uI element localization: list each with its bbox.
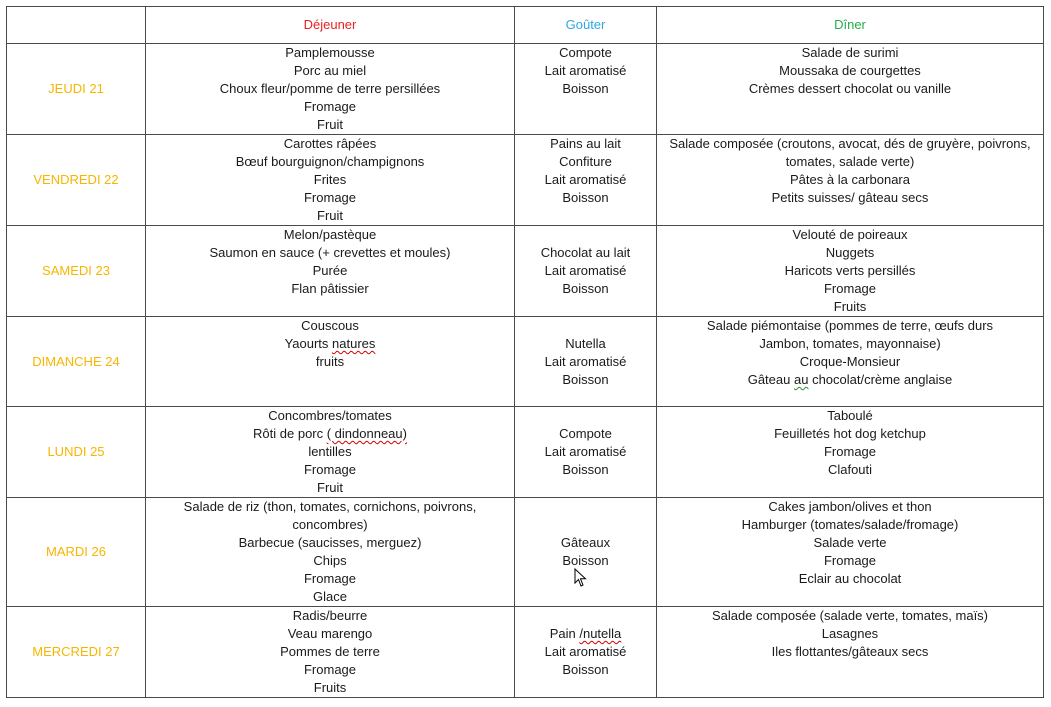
gouter-cell [515, 317, 657, 407]
menu-item: Boisson [562, 553, 609, 568]
diner-cell [657, 44, 1044, 135]
menu-item: Feuilletés hot dog ketchup [774, 426, 926, 441]
day-label: DIMANCHE 24 [7, 317, 146, 407]
menu-item: Clafouti [827, 462, 873, 477]
menu-item: Fromage [823, 444, 877, 459]
table-row [7, 607, 1044, 698]
menu-item: Lait aromatisé [544, 172, 627, 187]
menu-item: Concombres/tomates [268, 408, 392, 423]
menu-item: Petits suisses/ gâteau secs [771, 190, 929, 205]
header-dejeuner: Déjeuner [146, 7, 515, 44]
weekly-menu-table [6, 6, 1044, 698]
menu-item: Salade composée (croutons, avocat, dés de gruyère, poivrons, [669, 136, 1031, 151]
menu-item: Chocolat au lait [540, 245, 631, 260]
menu-item: lentilles [308, 444, 352, 459]
menu-item: Boisson [562, 662, 609, 677]
menu-item: Lait aromatisé [544, 63, 627, 78]
menu-item: Yaourts natures [284, 336, 376, 351]
menu-item: Fromage [823, 281, 877, 296]
menu-item: Compote [559, 45, 612, 60]
dejeuner-cell [146, 607, 515, 698]
day-label: SAMEDI 23 [7, 226, 146, 317]
dejeuner-cell [146, 317, 515, 407]
menu-item: Taboulé [827, 408, 873, 423]
dejeuner-cell [146, 226, 515, 317]
menu-item: Crèmes dessert chocolat ou vanille [748, 81, 952, 96]
menu-item: Lait aromatisé [544, 644, 627, 659]
menu-item: Glace [313, 589, 347, 604]
menu-item: Pains au lait [550, 136, 621, 151]
menu-item: Fruit [317, 117, 343, 132]
gouter-cell [515, 498, 657, 607]
header-gouter: Goûter [515, 7, 657, 44]
header-empty-cell [7, 7, 146, 44]
menu-item: Fromage [303, 99, 357, 114]
menu-item: Fromage [303, 662, 357, 677]
menu-item: Velouté de poireaux [792, 227, 908, 242]
menu-item: tomates, salade verte) [785, 154, 915, 169]
menu-item: Cakes jambon/olives et thon [768, 499, 932, 514]
menu-item: Boisson [562, 281, 609, 296]
menu-item: Boisson [562, 462, 609, 477]
menu-item: Fromage [303, 462, 357, 477]
menu-item: Fruit [317, 208, 343, 223]
day-label: LUNDI 25 [7, 407, 146, 498]
day-label: VENDREDI 22 [7, 135, 146, 226]
day-label: MARDI 26 [7, 498, 146, 607]
menu-item: Barbecue (saucisses, merguez) [238, 535, 422, 550]
menu-item: Salade verte [813, 535, 887, 550]
menu-item: Fruits [313, 680, 347, 695]
menu-item: Boisson [562, 371, 609, 387]
day-label: JEUDI 21 [7, 44, 146, 135]
menu-item: Flan pâtissier [291, 281, 369, 296]
menu-item: Boisson [562, 81, 609, 96]
menu-item: Salade de riz (thon, tomates, cornichons, poivrons, [183, 499, 477, 514]
mouse-cursor-icon [574, 568, 588, 588]
menu-item: Fruits [833, 299, 867, 314]
menu-item: Croque-Monsieur [799, 354, 901, 369]
table-row [7, 44, 1044, 135]
table-row [7, 226, 1044, 317]
menu-item: Lait aromatisé [544, 353, 627, 369]
menu-item: Lasagnes [821, 626, 879, 641]
menu-item: Lait aromatisé [544, 444, 627, 459]
menu-item: Fromage [303, 190, 357, 205]
menu-item: Purée [312, 263, 348, 278]
day-label: MERCREDI 27 [7, 607, 146, 698]
menu-body [7, 44, 1044, 698]
menu-item: Radis/beurre [292, 608, 368, 623]
gouter-cell [515, 135, 657, 226]
menu-item: Jambon, tomates, mayonnaise) [759, 336, 941, 351]
diner-cell [657, 407, 1044, 498]
dejeuner-cell [146, 498, 515, 607]
menu-item: Compote [559, 426, 612, 441]
menu-item: Couscous [301, 318, 359, 333]
dejeuner-cell [146, 407, 515, 498]
diner-cell [657, 498, 1044, 607]
menu-item: Lait aromatisé [544, 263, 627, 278]
table-row [7, 135, 1044, 226]
menu-item: Melon/pastèque [283, 227, 377, 242]
menu-item: Fruit [317, 480, 343, 495]
gouter-cell [515, 407, 657, 498]
menu-item: Pain /nutella [549, 626, 622, 641]
menu-item: Salade de surimi [801, 45, 899, 60]
header-row [7, 7, 1044, 44]
table-row [7, 498, 1044, 607]
menu-item: Carottes râpées [283, 136, 377, 151]
menu-item: Fromage [303, 571, 357, 586]
menu-item: Moussaka de courgettes [779, 63, 921, 78]
menu-item: Eclair au chocolat [798, 571, 902, 586]
menu-item: Haricots verts persillés [784, 263, 916, 278]
menu-item: Chips [313, 553, 347, 568]
menu-item: Boisson [562, 190, 609, 205]
menu-item: Confiture [559, 154, 612, 169]
menu-item: Hamburger (tomates/salade/fromage) [741, 517, 959, 532]
menu-item: Choux fleur/pomme de terre persillées [219, 81, 441, 96]
gouter-cell [515, 607, 657, 698]
diner-cell [657, 607, 1044, 698]
gouter-cell [515, 44, 657, 135]
menu-item: Nuggets [825, 245, 875, 260]
table-row [7, 317, 1044, 407]
menu-item: fruits [315, 354, 345, 369]
menu-item: Gâteau au chocolat/crème anglaise [747, 372, 953, 387]
header-diner: Dîner [657, 7, 1044, 44]
dejeuner-cell [146, 44, 515, 135]
menu-item: Salade composée (salade verte, tomates, maïs) [711, 608, 989, 623]
dejeuner-cell [146, 135, 515, 226]
menu-item: Pâtes à la carbonara [790, 172, 910, 187]
diner-cell [657, 226, 1044, 317]
menu-item: Rôti de porc ( dindonneau) [253, 426, 407, 441]
diner-cell [657, 317, 1044, 407]
diner-cell [657, 135, 1044, 226]
menu-item: Pamplemousse [285, 45, 375, 60]
menu-item: Iles flottantes/gâteaux secs [771, 644, 929, 659]
menu-item: Frites [313, 172, 347, 187]
menu-item: Pommes de terre [280, 644, 380, 659]
gouter-cell [515, 226, 657, 317]
menu-item: Saumon en sauce (+ crevettes et moules) [209, 245, 451, 260]
menu-item: concombres) [292, 517, 368, 532]
menu-item: Fromage [823, 553, 877, 568]
menu-item: Gâteaux [560, 535, 611, 550]
menu-item: Nutella [565, 335, 606, 351]
menu-item: Porc au miel [293, 63, 367, 78]
menu-item: Bœuf bourguignon/champignons [235, 154, 425, 169]
menu-item: Veau marengo [287, 626, 373, 641]
table-row [7, 407, 1044, 498]
menu-item: Salade piémontaise (pommes de terre, œufs durs [706, 318, 994, 333]
